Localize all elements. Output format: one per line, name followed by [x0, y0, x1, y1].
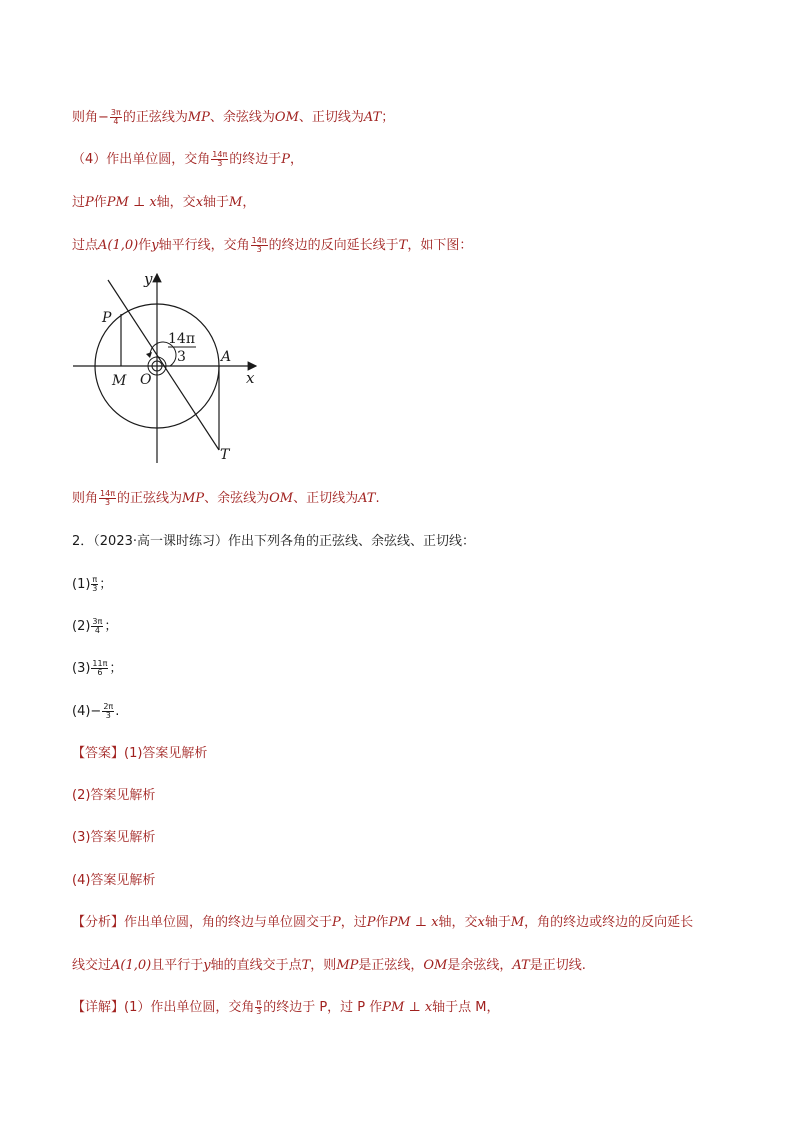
solution-tangent-construction: 过点A(1,0)作y轴平行线，交角 $\frac{14\pi}{3}$ 的终边的反向延长线于T，如下图： [72, 236, 473, 254]
fraction: $\frac{14\pi}{3}$ [212, 150, 228, 168]
label-o: O [140, 372, 152, 388]
question-2-item-3: (3) $\frac{11\pi}{6}$ ； [72, 659, 123, 677]
question-2-item-4: (4)− $\frac{2\pi}{3}$ . [72, 702, 120, 720]
angle-arrow-icon [146, 352, 152, 358]
detail-line-1: 【详解】(1）作出单位圆，交角 $\frac{\pi}{3}$ 的终边于 P，过 P 作PM ⊥ x轴于点 M， [72, 998, 500, 1016]
solution-conclusion-14pi-3: 则角 $\frac{14\pi}{3}$ 的正弦线为MP、余弦线为OM、正切线为AT. [72, 489, 380, 507]
analysis-line-1: 【分析】作出单位圆，角的终边与单位圆交于P，过P作PM ⊥ x轴，交x轴于M，角的终边或终边的反向延长 [72, 915, 694, 930]
answer-2: (2)答案见解析 [72, 788, 156, 803]
question-2-item-1: (1) $\frac{\pi}{3}$ ； [72, 575, 113, 593]
label-p: P [102, 310, 112, 326]
fraction: $\frac{2\pi}{3}$ [103, 702, 114, 720]
solution-step-4: （4）作出单位圆，交角 $\frac{14\pi}{3}$ 的终边于P， [72, 150, 304, 168]
answer-1: 【答案】(1)答案见解析 [72, 746, 208, 761]
analysis-line-2: 线交过A(1,0)且平行于y轴的直线交于点T，则MP是正弦线，OM是余弦线，AT是正切线. [72, 958, 586, 973]
solution-perpendicular-line: 过P作PM ⊥ x轴，交x轴于M， [72, 195, 256, 210]
fraction: $\frac{14\pi}{3}$ [100, 489, 116, 507]
y-axis-label: y [144, 270, 153, 288]
answer-tag: 【答案】 [72, 746, 125, 761]
terminal-side-line [108, 280, 219, 450]
fraction: $\frac{\pi}{3}$ [92, 575, 98, 593]
unit-circle-diagram [68, 268, 268, 468]
x-axis-label: x [246, 369, 255, 387]
fraction: $\frac{14\pi}{3}$ [251, 236, 267, 254]
angle-label-numerator: 14π [168, 331, 196, 347]
answer-4: (4)答案见解析 [72, 873, 156, 888]
fraction: $\frac{3\pi}{4}$ [110, 108, 121, 126]
solution-line-sin-cos-tan-neg-3pi-4: 则角− $\frac{3\pi}{4}$ 的正弦线为MP、余弦线为OM、正切线为AT； [72, 108, 395, 126]
angle-label-denominator: 3 [177, 349, 186, 365]
detail-tag: 【详解】 [72, 1000, 125, 1015]
fraction: $\frac{3\pi}{4}$ [92, 617, 103, 635]
question-2-item-2: (2) $\frac{3\pi}{4}$ ； [72, 617, 118, 635]
label-t: T [220, 447, 230, 463]
answer-3: (3)答案见解析 [72, 830, 156, 845]
label-a: A [221, 349, 232, 365]
fraction: $\frac{11\pi}{6}$ [92, 659, 108, 677]
label-m: M [112, 373, 127, 389]
analysis-tag: 【分析】 [72, 915, 125, 930]
fraction: $\frac{\pi}{3}$ [256, 998, 262, 1016]
question-2-title: 2．（2023·高一课时练习）作出下列各角的正弦线、余弦线、正切线： [72, 534, 475, 549]
